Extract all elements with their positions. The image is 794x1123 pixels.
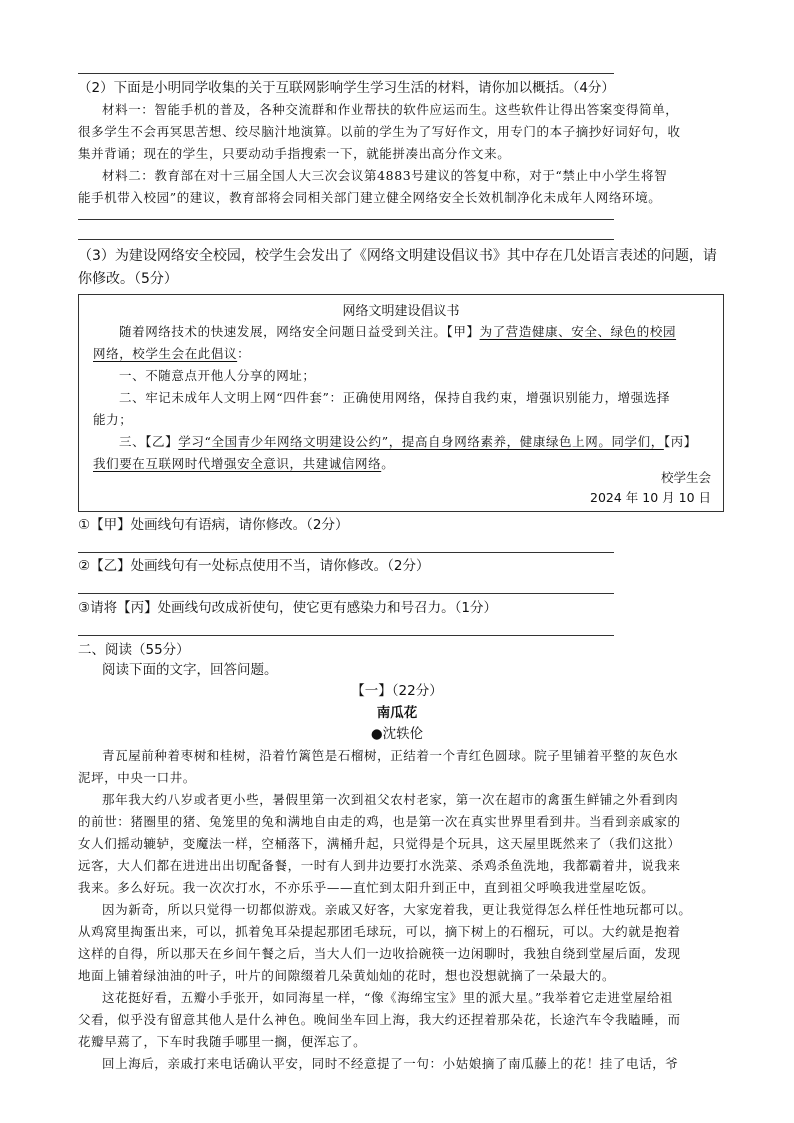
article-line: 青瓦屋前种着枣树和桂树，沿着竹篱笆是石榴树，正结着一个青红色圆球。院子里铺着平整的灰色水 bbox=[102, 748, 679, 763]
q3-sub3: ③请将【丙】处画线句改成祈使句，使它更有感染力和号召力。（1分） bbox=[78, 600, 497, 616]
article-line: 父看，似乎没有留意其他人是什么神色。晚间坐车回上海，我大约还捏着那朵花，长途汽车令我瞌睡，而 bbox=[78, 1012, 681, 1027]
q3-sub2-answer-line[interactable] bbox=[78, 593, 614, 594]
bing-underlined-sentence: 我们要在互联网时代增强安全意识，共建诚信网络 bbox=[93, 456, 382, 471]
proposal-line2-colon: ： bbox=[237, 346, 251, 361]
article-line: 女人们摇动辘轳，变魔法一样，空桶落下，满桶升起，只觉得是个玩具，这天屋里既然来了（我们这批） bbox=[78, 836, 681, 851]
jia-underlined-sentence-part1: 为了营造健康、安全、绿色的校园 bbox=[479, 324, 677, 339]
proposal-signature: 校学生会 bbox=[660, 470, 711, 485]
article-author: ●沈轶伦 bbox=[370, 726, 424, 742]
article-line: 地面上铺着绿油油的叶子，叶片的间隙缀着几朵黄灿灿的花时，想也没想就摘了一朵最大的。 bbox=[78, 968, 616, 983]
article-line: 从鸡窝里掏蛋出来，可以，抓着兔耳朵提起那团毛球玩，可以，摘下树上的石榴玩，可以。大约就是抱着 bbox=[78, 924, 681, 939]
q2-material1-line2: 很多学生不会再冥思苦想、绞尽脑汁地演算。以前的学生为了写好作文，用专门的本子摘抄好词好句，收 bbox=[78, 124, 681, 139]
article-line: 因为新奇，所以只觉得一切都似游戏。亲戚又好客，大家宠着我，更让我觉得怎么样任性地玩都可以。 bbox=[102, 902, 692, 917]
q3-sub3-answer-line[interactable] bbox=[78, 635, 614, 636]
q3-sub2: ②【乙】处画线句有一处标点使用不当，请你修改。（2分） bbox=[78, 558, 430, 574]
proposal-item3-cont bbox=[93, 453, 394, 475]
proposal-box bbox=[78, 294, 724, 512]
q2-material1-line1: 材料一：智能手机的普及，各种交流群和作业帮扶的软件应运而生。这些软件让得出答案变得简单， bbox=[102, 102, 679, 117]
proposal-date: 2024 年 10 月 10 日 bbox=[590, 490, 711, 505]
jia-underlined-sentence-part2: 网络，校学生会在此倡议 bbox=[93, 346, 238, 361]
article-line: 我来。多么好玩。我一次次打水，不亦乐乎——直忙到太阳升到正中，直到祖父呼唤我进堂屋吃饭。 bbox=[78, 880, 655, 895]
proposal-line1 bbox=[119, 321, 676, 343]
article-line: 这花挺好看，五瓣小手张开，如同海星一样，“像《海绵宝宝》里的派大星。”我举着它走进堂屋给祖 bbox=[102, 990, 674, 1005]
proposal-item1: 一、不随意点开他人分享的网址； bbox=[119, 368, 316, 383]
article-line: 回上海后，亲戚打来电话确认平安，同时不经意提了一句：小姑娘摘了南瓜藤上的花！挂了电话，爷 bbox=[102, 1056, 679, 1071]
proposal-item2: 二、牢记未成年人文明上网“四件套”：正确使用网络，保持自我约束，增强识别能力，增强选择 bbox=[119, 390, 671, 405]
reading-section-heading: 二、阅读（55分） bbox=[78, 642, 190, 658]
q2-title: （2）下面是小明同学收集的关于互联网影响学生学习生活的材料，请你加以概括。（4分） bbox=[78, 80, 615, 96]
bing-marker: 【丙】 bbox=[663, 434, 697, 449]
q3-title-line2: 你修改。（5分） bbox=[78, 271, 178, 287]
proposal-item3 bbox=[119, 431, 697, 453]
article-line: 这样的自得，所以那天在乡间午餐之后，当大人们一边收拾碗筷一边闲聊时，我独自绕到堂屋后面，发现 bbox=[78, 946, 681, 961]
reading-instruction: 阅读下面的文字，回答问题。 bbox=[102, 662, 278, 678]
q3-sub1: ①【甲】处画线句有语病，请你修改。（2分） bbox=[78, 517, 349, 533]
article-line: 花瓣早蔫了，下车时我随手哪里一搁，便浑忘了。 bbox=[78, 1034, 367, 1049]
article-line: 的前世：猪圈里的猪、兔笼里的兔和满地自由走的鸡，也是第一次在真实世界里看到井。当看到亲戚家的 bbox=[78, 814, 681, 829]
proposal-heading: 网络文明建设倡议书 bbox=[342, 304, 460, 319]
q2-answer-line-2[interactable] bbox=[78, 239, 614, 240]
q2-answer-line-1[interactable] bbox=[78, 219, 614, 220]
q2-material2-line2: 能手机带入校园”的建议，教育部将会同相关部门建立健全网络安全长效机制净化未成年人网络环境。 bbox=[78, 190, 662, 205]
reading-part-label: 【一】（22分） bbox=[351, 683, 443, 699]
yi-underlined-sentence: 学习“全国青少年网络文明建设公约”，提高自身网络素养，健康绿色上网。同学们， bbox=[178, 434, 664, 449]
proposal-line1-text: 随着网络技术的快速发展，网络安全问题日益受到关注。【甲】 bbox=[119, 324, 480, 339]
q3-sub1-answer-line[interactable] bbox=[78, 552, 614, 553]
article-line: 那年我大约八岁或者更小些，暑假里第一次到祖父农村老家，第一次在超市的禽蛋生鲜铺之外看到肉 bbox=[102, 792, 679, 807]
article-title: 南瓜花 bbox=[376, 705, 418, 721]
article-line: 泥坪，中央一口井。 bbox=[78, 770, 196, 785]
q2-material2-line1: 材料二：教育部在对十三届全国人大三次会议第4883号建议的答复中称，对于“禁止中小学生将智 bbox=[102, 168, 668, 183]
article-line: 远客，大人们都在进进出出切配备餐，一时有人到井边要打水洗菜、杀鸡杀鱼洗地，我都霸着井，说我来 bbox=[78, 858, 681, 873]
proposal-item2-cont: 能力； bbox=[93, 412, 133, 427]
top-rule bbox=[78, 73, 614, 74]
q3-title-line1: （3）为建设网络安全校园，校学生会发出了《网络文明建设倡议书》其中存在几处语言表述的问题，请 bbox=[78, 248, 717, 264]
proposal-item3-marker: 三、【乙】 bbox=[119, 434, 179, 449]
bing-end-period: 。 bbox=[381, 456, 395, 471]
proposal-line2 bbox=[93, 343, 250, 365]
q2-material1-line3: 集并背诵；现在的学生，只要动动手指搜索一下，就能拼凑出高分作文来。 bbox=[78, 146, 511, 161]
